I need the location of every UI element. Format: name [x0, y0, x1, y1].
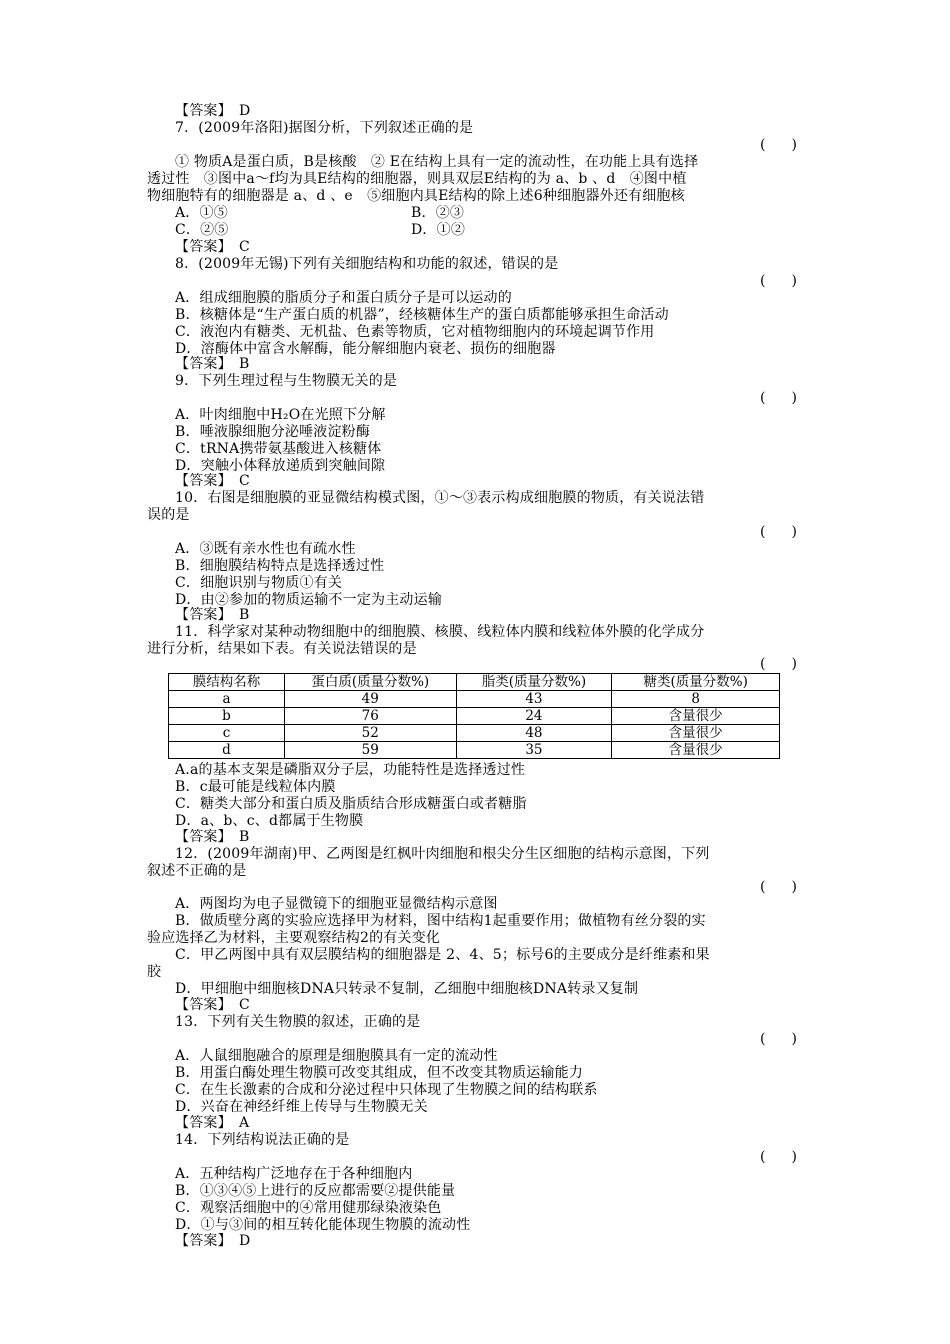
answer-blank-q8: ( )	[760, 273, 803, 289]
table-row	[169, 725, 780, 742]
option-a: A.a的基本支架是磷脂双分子层，功能特性是选择透过性	[175, 762, 526, 778]
option-d: D．由②参加的物质运输不一定为主动运输	[175, 592, 443, 608]
answer-blank-q13: ( )	[760, 1031, 803, 1047]
option-c: C．糖类大部分和蛋白质及脂质结合形成糖蛋白或者糖脂	[175, 796, 527, 812]
table-header: 脂类(质量分数%)	[456, 674, 612, 691]
table-cell: 43	[456, 691, 612, 708]
option-a: A．③既有亲水性也有疏水性	[175, 541, 356, 557]
table-row	[169, 742, 780, 759]
table-cell: a	[169, 691, 285, 708]
answer-blank-q12: ( )	[760, 879, 803, 895]
option-d: D．①②	[411, 222, 466, 238]
table-cell: c	[169, 725, 285, 742]
answer-q8: 【答案】 B	[175, 356, 250, 372]
answer-q10: 【答案】 B	[175, 607, 250, 623]
question-7-body: 物细胞特有的细胞器是 a、d 、e ⑤细胞内具E结构的除上述6种细胞器外还有细胞核	[147, 188, 685, 204]
question-10-stem: 10．右图是细胞膜的亚显微结构模式图，①～③表示构成细胞膜的物质，有关说法错	[175, 490, 705, 506]
option-c: C．细胞识别与物质①有关	[175, 575, 343, 591]
table-cell: 52	[284, 725, 456, 742]
option-c: C．tRNA携带氨基酸进入核糖体	[175, 441, 382, 457]
option-b: B．核糖体是“生产蛋白质的机器”，经核糖体生产的蛋白质都能够承担生命活动	[175, 307, 669, 323]
option-b-cont: 验应选择乙为材料，主要观察结构2的有关变化	[147, 930, 441, 946]
answer-q6: 【答案】 D	[175, 103, 251, 119]
table-cell: b	[169, 708, 285, 725]
table-cell: d	[169, 742, 285, 759]
table-cell: 49	[284, 691, 456, 708]
answer-q14: 【答案】 D	[175, 1233, 251, 1249]
question-7-stem: 7．(2009年洛阳)据图分析，下列叙述正确的是	[175, 120, 474, 136]
option-c-cont: 胶	[147, 964, 162, 980]
answer-q9: 【答案】 C	[175, 473, 250, 489]
option-d: D．a、b、c、d都属于生物膜	[175, 813, 364, 829]
option-b: B．①③④⑤上进行的反应都需要②提供能量	[175, 1183, 456, 1199]
option-d: D．兴奋在神经纤维上传导与生物膜无关	[175, 1099, 428, 1115]
answer-blank-q9: ( )	[760, 390, 803, 406]
option-c: C．液泡内有糖类、无机盐、色素等物质，它对植物细胞内的环境起调节作用	[175, 324, 655, 340]
question-12-stem: 12．(2009年湖南)甲、乙两图是红枫叶肉细胞和根尖分生区细胞的结构示意图，下列	[175, 846, 710, 862]
question-14-stem: 14．下列结构说法正确的是	[175, 1132, 350, 1148]
option-a: A．①⑤	[175, 205, 228, 221]
question-7-body: ① 物质A是蛋白质，B是核酸 ② E在结构上具有一定的流动性，在功能上具有选择	[175, 154, 699, 170]
option-c: C．观察活细胞中的④常用健那绿染液染色	[175, 1200, 442, 1216]
question-11-stem-cont: 进行分析，结果如下表。有关说法错误的是	[147, 641, 417, 657]
option-d: D．①与③间的相互转化能体现生物膜的流动性	[175, 1217, 471, 1233]
option-d: D．甲细胞中细胞核DNA只转录不复制，乙细胞中细胞核DNA转录又复制	[175, 981, 639, 997]
answer-blank-q10: ( )	[760, 524, 803, 540]
table-cell: 48	[456, 725, 612, 742]
option-c: C．在生长激素的合成和分泌过程中只体现了生物膜之间的结构联系	[175, 1082, 598, 1098]
option-b: B．c最可能是线粒体内膜	[175, 779, 336, 795]
table-cell: 含量很少	[612, 742, 780, 759]
answer-blank-q11: ( )	[760, 656, 803, 672]
option-b: B．做质壁分离的实验应选择甲为材料，图中结构1起重要作用；做植物有丝分裂的实	[175, 913, 706, 929]
membrane-composition-table	[168, 673, 780, 759]
answer-q11: 【答案】 B	[175, 829, 250, 845]
answer-blank-q14: ( )	[760, 1149, 803, 1165]
question-13-stem: 13．下列有关生物膜的叙述，正确的是	[175, 1014, 421, 1030]
table-cell: 8	[612, 691, 780, 708]
answer-blank-q7: ( )	[760, 137, 803, 153]
table-row	[169, 691, 780, 708]
table-cell: 59	[284, 742, 456, 759]
table-cell: 35	[456, 742, 612, 759]
table-cell: 24	[456, 708, 612, 725]
option-a: A．两图均为电子显微镜下的细胞亚显微结构示意图	[175, 896, 498, 912]
table-header-row	[169, 674, 780, 691]
question-11-stem: 11．科学家对某种动物细胞中的细胞膜、核膜、线粒体内膜和线粒体外膜的化学成分	[175, 624, 705, 640]
table-header: 蛋白质(质量分数%)	[284, 674, 456, 691]
option-a: A．五种结构广泛地存在于各种细胞内	[175, 1166, 413, 1182]
option-b: B．细胞膜结构特点是选择透过性	[175, 558, 385, 574]
option-c: C．甲乙两图中具有双层膜结构的细胞器是 2、4、5；标号6的主要成分是纤维素和果	[175, 947, 710, 963]
question-12-stem-cont: 叙述不正确的是	[147, 863, 247, 879]
option-b: B．唾液腺细胞分泌唾液淀粉酶	[175, 424, 371, 440]
option-b: B．②③	[411, 205, 465, 221]
table-cell: 76	[284, 708, 456, 725]
answer-q12: 【答案】 C	[175, 997, 250, 1013]
option-a: A．人鼠细胞融合的原理是细胞膜具有一定的流动性	[175, 1048, 498, 1064]
answer-q7: 【答案】 C	[175, 239, 250, 255]
question-9-stem: 9．下列生理过程与生物膜无关的是	[175, 373, 398, 389]
table-header: 糖类(质量分数%)	[612, 674, 780, 691]
question-10-stem-cont: 误的是	[147, 507, 190, 523]
table-header: 膜结构名称	[169, 674, 285, 691]
table-cell: 含量很少	[612, 725, 780, 742]
option-a: A．叶肉细胞中H₂O在光照下分解	[175, 407, 386, 423]
option-b: B．用蛋白酶处理生物膜可改变其组成，但不改变其物质运输能力	[175, 1065, 584, 1081]
table-row	[169, 708, 780, 725]
question-7-body: 透过性 ③图中a～f均为具E结构的细胞器，则具双层E结构的为 a、b 、d ④图中植	[147, 171, 687, 187]
option-c: C．②⑤	[175, 222, 229, 238]
question-8-stem: 8．(2009年无锡)下列有关细胞结构和功能的叙述，错误的是	[175, 256, 559, 272]
option-a: A．组成细胞膜的脂质分子和蛋白质分子是可以运动的	[175, 290, 512, 306]
answer-q13: 【答案】 A	[175, 1115, 250, 1131]
option-d: D．突触小体释放递质到突触间隙	[175, 458, 386, 474]
option-d: D．溶酶体中富含水解酶，能分解细胞内衰老、损伤的细胞器	[175, 341, 556, 357]
table-cell: 含量很少	[612, 708, 780, 725]
